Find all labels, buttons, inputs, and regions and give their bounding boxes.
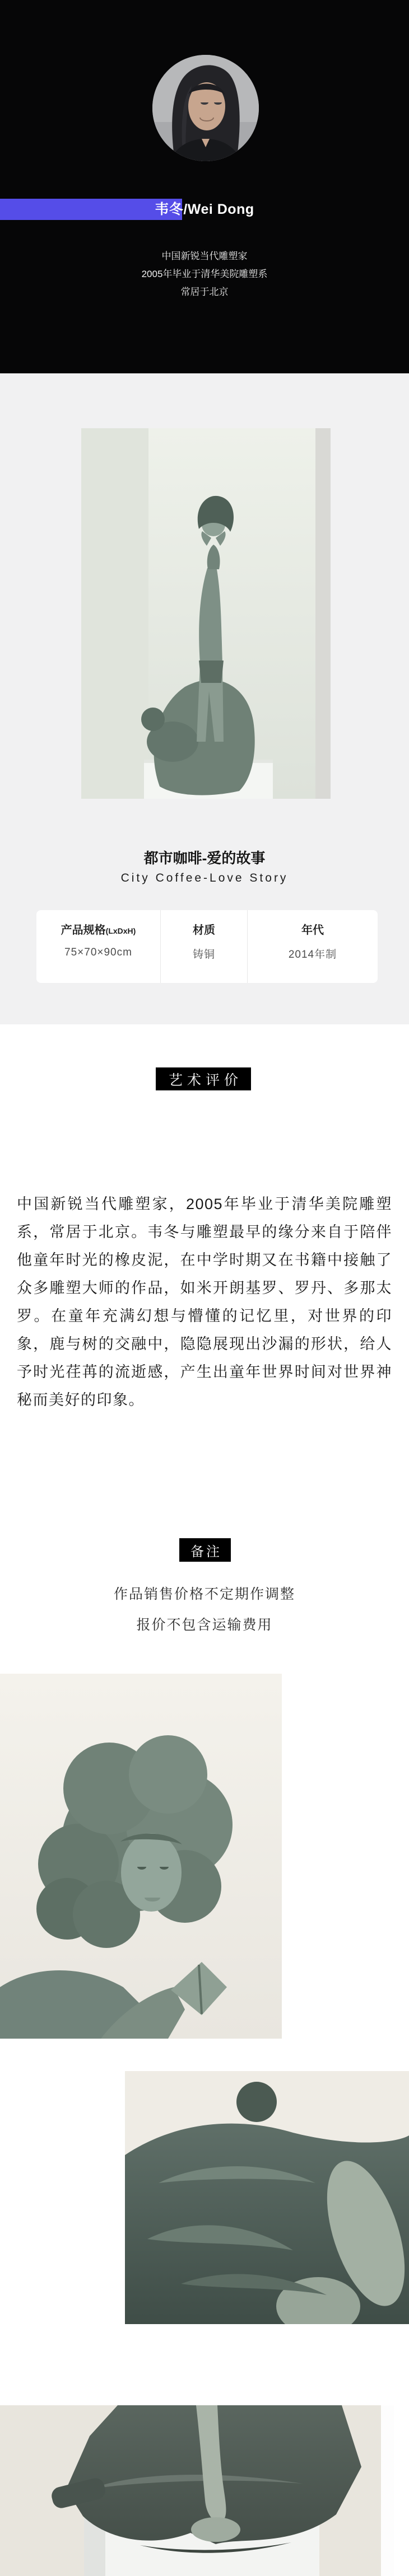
artist-header xyxy=(0,0,409,373)
sculpture-hands-detail-image xyxy=(125,2071,409,2324)
review-section-heading: 艺术评价 xyxy=(156,1067,251,1090)
spec-value-size: 75×70×90cm xyxy=(64,947,132,958)
bio-line: 2005年毕业于清华美院雕塑系 xyxy=(141,269,268,279)
product-title: 都市咖啡-爱的故事 xyxy=(143,850,266,867)
spec-col-year xyxy=(248,910,378,983)
sculpture-head-detail-image xyxy=(0,1674,282,2039)
artist-bio xyxy=(0,247,409,301)
detail-photo-head[interactable] xyxy=(0,1674,282,2039)
product-subtitle: City Coffee-Love Story xyxy=(120,872,289,884)
spec-value-material: 铸铜 xyxy=(192,949,215,961)
spec-header-material: 材质 xyxy=(193,924,215,936)
detail-photo-base[interactable] xyxy=(0,2405,394,2576)
spec-value-year: 2014年制 xyxy=(288,949,337,961)
sculpture-front-view-image xyxy=(81,428,331,799)
sculpture-base-detail-image xyxy=(0,2405,394,2576)
spec-col-material xyxy=(160,910,248,983)
spec-header-year: 年代 xyxy=(301,924,324,936)
detail-photo-hands[interactable] xyxy=(125,2071,409,2324)
spec-col-size xyxy=(36,910,160,983)
note-line-shipping: 报价不包含运输费用 xyxy=(136,1617,273,1633)
spec-table xyxy=(36,910,378,983)
notes-section-heading: 备注 xyxy=(179,1538,231,1562)
spec-header-size: 产品规格(LxDxH) xyxy=(61,924,136,936)
product-main-photo[interactable] xyxy=(81,428,331,799)
note-line-price: 作品销售价格不定期作调整 xyxy=(113,1586,295,1602)
artist-avatar xyxy=(152,55,259,161)
review-body-text: 中国新锐当代雕塑家，2005年毕业于清华美院雕塑系，常居于北京。韦冬与雕塑最早的缘分来自于陪伴他童年时光的橡皮泥，在中学时期又在书籍中接触了众多雕塑大师的作品，如米开朗基罗、罗丹、多那太罗。在童年充满幻想与懵懂的记忆里，对世界的印象，鹿与树的交融中，隐隐展现出沙漏的形状，给人予时光荏苒的流逝感，产生出童年世界时间对世界神秘而美好的印象。 xyxy=(17,1196,392,1408)
artist-name: 韦冬/Wei Dong xyxy=(155,202,254,217)
bio-line: 常居于北京 xyxy=(180,287,229,297)
bio-line: 中国新锐当代雕塑家 xyxy=(161,251,248,261)
artist-portrait-image xyxy=(152,55,259,161)
artist-name-row xyxy=(0,199,409,220)
